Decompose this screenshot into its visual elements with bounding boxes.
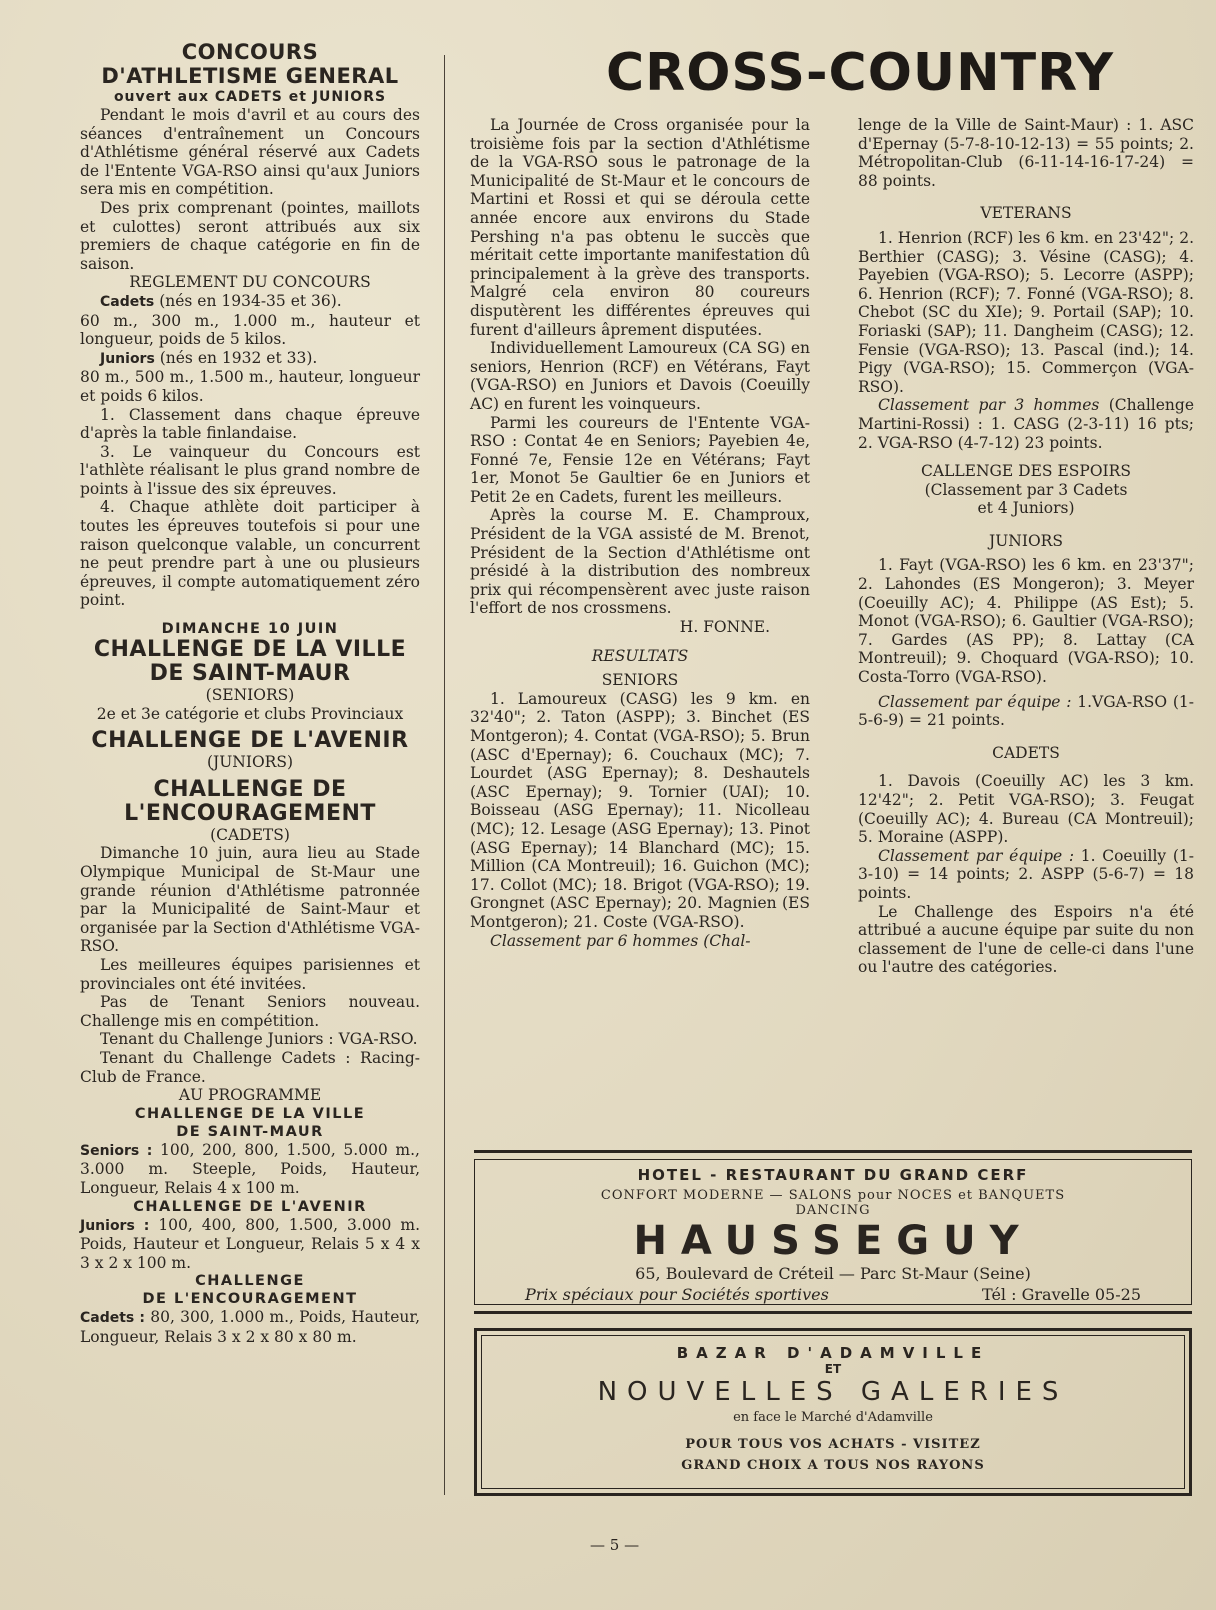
programme-juniors: 100, 400, 800, 1.500, 3.000 m. Poids, Hauteur et Longueur, Relais 5 x 4 x 3 x 2 x 100 m. <box>80 1215 421 1272</box>
page-number: — 5 — <box>590 1536 640 1554</box>
reunion-paragraph-4: Tenant du Challenge Juniors : VGA-RSO. <box>100 1030 418 1049</box>
reglement-heading: REGLEMENT DU CONCOURS <box>129 273 371 292</box>
cross-paragraph-2: Individuellement Lamoureux (CA SG) en seniors, Henrion (RCF) en Vétérans, Fayt (VGA-RSO) en Juniors et Davois (Coeuilly AC) en furent les voinqueurs. <box>470 339 810 413</box>
cadets-classement: 1. Coeuilly (1-3-10) = 14 points; 2. ASPP (5-6-7) = 18 points. <box>858 846 1194 902</box>
veterans-classement: (Challenge Martini-Rossi) : 1. CASG (2-3-11) 16 pts; 2. VGA-RSO (4-7-12) 23 points. <box>858 396 1194 452</box>
programme-ville-1: CHALLENGE DE LA VILLE <box>134 1105 366 1122</box>
hotel-ad-prix: Prix spéciaux pour Sociétés sportives <box>525 1285 829 1304</box>
cadets-events: 60 m., 300 m., 1.000 m., hauteur et longueur, poids de 5 kilos. <box>80 311 420 349</box>
right-column <box>858 116 1194 977</box>
programme-seniors-label: Seniors : <box>80 1142 153 1159</box>
cross-paragraph-4: Après la course M. E. Champroux, Président de la VGA assisté de M. Brenot, Président de la Section d'Athlétisme ont présidé à la distribution des nombreux prix qui récompensèrent avec juste raison l'effort de nos crossmens. <box>470 506 810 618</box>
concours-paragraph-2: Des prix comprenant (pointes, maillots et culottes) seront attribués aux six premiers de chaque catégorie en fin de saison. <box>80 198 420 273</box>
juniors-label: Juniors <box>100 350 155 367</box>
challenge-avenir-title: CHALLENGE DE L'AVENIR <box>91 728 409 754</box>
seniors-results: 1. Lamoureux (CASG) les 9 km. en 32'40"; 2. Taton (ASPP); 3. Binchet (ES Montgeron); 4. Contat (VGA-RSO); 5. Brun (ASC d'Epernay); 6. Couchaux (MC); 7. Lourdet (ASG Epernay); 8. Deshautels (ASC Epernay); 9. Tornier (UAI); 10. Boisseau (ASG Epernay); 11. Nicolleau (MC); 12. Lesage (ASG Epernay); 13. Pinot (ASG Epernay); 14 Blanchard (MC); 15. Million (CA Montreuil); 16. Guichon (MC); 17. Collot (MC); 18. Brigot (VGA-RSO); 19. Grongnet (ASC Epernay); 20. Magnien (ES Montgeron); 21. Coste (VGA-RSO). <box>470 689 810 931</box>
programme-seniors: 100, 200, 800, 1.500, 5.000 m., 3.000 m. Steeple, Poids, Hauteur, Longueur, Relais 4 x 100 m. <box>80 1140 420 1197</box>
column-divider <box>444 55 445 1495</box>
cross-paragraph-1: La Journée de Cross organisée pour la troisième fois par la section d'Athlétisme de la VGA-RSO sous le patronage de la Municipalité de St-Maur et le concours de Martini et Rossi et qui se déroula cette année encore aux environs du Stade Pershing n'a pas obtenu le succès que méritait cette importante manifestation dû principalement à la grève des transports. Malgré cela environ 80 coureurs disputèrent les différentes épreuves qui furent d'ailleurs âprement disputées. <box>470 116 810 339</box>
challenge-encouragement-title-1: CHALLENGE DE <box>153 776 347 802</box>
juniors-events: 80 m., 500 m., 1.500 m., hauteur, longueur et poids 6 kilos. <box>80 368 420 405</box>
dimanche-heading: DIMANCHE 10 JUIN <box>161 621 339 638</box>
espoirs-heading-3: et 4 Juniors) <box>977 499 1075 518</box>
espoirs-heading-1: CALLENGE DES ESPOIRS <box>921 462 1131 481</box>
programme-cadets-label: Cadets : <box>80 1310 146 1327</box>
programme-juniors-label: Juniors : <box>80 1217 150 1234</box>
challenge-ville-title-1: CHALLENGE DE LA VILLE <box>93 637 407 663</box>
seniors-team-classement: Classement par 6 hommes (Chal- <box>490 931 751 950</box>
cadets-heading: CADETS <box>992 743 1060 762</box>
cross-paragraph-3: Parmi les coureurs de l'Entente VGA-RSO : Contat 4e en Seniors; Payebien 4e, Fonné 7e, Fensie 12e en Vétérans; Fayt 1er, Monot 5e Gaultier 6e en Juniors et Petit 2e en Cadets, furent les meilleurs. <box>470 413 810 506</box>
bazar-ad-line-4: en face le Marché d'Adamville <box>733 1410 933 1425</box>
challenge-ville-title-2: DE SAINT-MAUR <box>149 661 351 687</box>
hotel-advertisement <box>474 1150 1192 1314</box>
bazar-ad-line-1: BAZAR D'ADAMVILLE <box>676 1344 990 1362</box>
espoirs-heading-2: (Classement par 3 Cadets <box>924 480 1128 499</box>
cadets-classement-label: Classement par équipe : <box>878 846 1075 865</box>
cadets-years: (nés en 1934-35 et 36). <box>159 291 342 310</box>
hotel-ad-tel: Tél : Gravelle 05-25 <box>982 1285 1141 1304</box>
concours-title-2: D'ATHLETISME GENERAL <box>101 64 399 88</box>
challenge-ville-note: 2e et 3e catégorie et clubs Provinciaux <box>96 704 404 723</box>
programme-ville-2: DE SAINT-MAUR <box>176 1123 324 1140</box>
challenge-ville-category: (SENIORS) <box>205 686 295 705</box>
bazar-advertisement <box>474 1328 1192 1496</box>
main-title: CROSS-COUNTRY <box>606 43 1114 103</box>
veterans-results: 1. Henrion (RCF) les 6 km. en 23'42"; 2. Berthier (CASG); 3. Vésine (CASG); 4. Payebien (VGA-RSO); 5. Lecorre (ASPP); 6. Henrion (RCF); 7. Fonné (VGA-RSO); 8. Chebot (SC du XIe); 9. Portail (SAP); 10. Foriaski (SAP); 11. Dangheim (CASG); 12. Fensie (VGA-RSO); 13. Pascal (ind.); 14. Pigy (VGA-RSO); 15. Commerçon (VGA-RSO). <box>858 228 1194 396</box>
resultats-heading: RESULTATS <box>591 646 689 665</box>
concours-subtitle: ouvert aux CADETS et JUNIORS <box>113 89 387 105</box>
hotel-ad-line-3: DANCING <box>795 1203 871 1218</box>
middle-column <box>470 116 810 950</box>
juniors-classement: 1.VGA-RSO (1-5-6-9) = 21 points. <box>858 692 1194 730</box>
rule-3: 3. Le vainqueur du Concours est l'athlète réalisant le plus grand nombre de points à l'issue des six épreuves. <box>80 442 420 498</box>
programme-avenir: CHALLENGE DE L'AVENIR <box>133 1198 367 1215</box>
programme-cadets: 80, 300, 1.000 m., Poids, Hauteur, Longueur, Relais 3 x 2 x 80 x 80 m. <box>80 1308 420 1346</box>
juniors-years: (nés en 1932 et 33). <box>159 348 318 367</box>
challenge-avenir-category: (JUNIORS) <box>206 753 294 772</box>
cadets-results: 1. Davois (Coeuilly AC) les 3 km. 12'42"; 2. Petit VGA-RSO); 3. Feugat (Coeuilly AC); 4. Bureau (CA Montreuil); 5. Moraine (ASPP). <box>858 772 1194 847</box>
reunion-paragraph-3: Pas de Tenant Seniors nouveau. Challenge mis en compétition. <box>80 993 420 1030</box>
veterans-classement-label: Classement par 3 hommes <box>878 396 1100 415</box>
reunion-paragraph-2: Les meilleures équipes parisiennes et provinciales ont été invitées. <box>80 955 420 993</box>
hotel-ad-address: 65, Boulevard de Créteil — Parc St-Maur (Seine) <box>635 1264 1031 1283</box>
signature: H. FONNE. <box>679 618 770 637</box>
programme-heading: AU PROGRAMME <box>178 1086 322 1105</box>
programme-encouragement-1: CHALLENGE <box>195 1273 305 1290</box>
challenge-encouragement-title-2: L'ENCOURAGEMENT <box>124 800 376 826</box>
reunion-paragraph-1: Dimanche 10 juin, aura lieu au Stade Olympique Municipal de St-Maur une grande réunion d'Athlétisme patronnée par la Municipalité de Saint-Maur et organisée par la Section d'Athlétisme VGA-RSO. <box>80 844 420 956</box>
challenge-encouragement-category: (CADETS) <box>210 825 290 844</box>
seniors-heading: SENIORS <box>601 671 679 690</box>
bazar-ad-line-2: ET <box>824 1362 842 1376</box>
juniors-classement-label: Classement par équipe : <box>878 692 1072 711</box>
bazar-ad-line-6: GRAND CHOIX A TOUS NOS RAYONS <box>681 1458 985 1473</box>
juniors-results: 1. Fayt (VGA-RSO) les 6 km. en 23'37"; 2. Lahondes (ES Mongeron); 3. Meyer (Coeuilly AC); 4. Philippe (AS Est); 5. Monot (VGA-RSO); 6. Gaultier (VGA-RSO); 7. Gardes (AS PP); 8. Lattay (CA Montreuil); 9. Choquard (VGA-RSO); 10. Costa-Torro (VGA-RSO). <box>858 556 1194 687</box>
concours-paragraph-1: Pendant le mois d'avril et au cours des séances d'entraînement un Concours d'Athlétisme général réservé aux Cadets de l'Entente VGA-RSO ainsi qu'aux Juniors sera mis en compétition. <box>80 106 420 199</box>
cadets-label: Cadets <box>100 293 155 310</box>
rule-1: 1. Classement dans chaque épreuve d'après la table finlandaise. <box>80 405 420 443</box>
espoirs-final-note: Le Challenge des Espoirs n'a été attribué a aucune équipe par suite du non classement de l'une de celle-ci dans l'une ou l'autre des catégories. <box>858 902 1194 977</box>
hotel-ad-name: HAUSSEGUY <box>633 1218 1033 1264</box>
seniors-team-results: lenge de la Ville de Saint-Maur) : 1. ASC d'Epernay (5-7-8-10-12-13) = 55 points; 2. Métropolitan-Club (6-11-14-16-17-24) = 88 points. <box>858 116 1194 190</box>
juniors-heading: JUNIORS <box>989 531 1063 550</box>
programme-encouragement-2: DE L'ENCOURAGEMENT <box>142 1291 358 1308</box>
bazar-ad-line-5: POUR TOUS VOS ACHATS - VISITEZ <box>685 1437 981 1452</box>
left-column <box>80 40 420 1346</box>
bazar-ad-line-3: NOUVELLES GALERIES <box>597 1377 1069 1407</box>
hotel-ad-line-2: CONFORT MODERNE — SALONS pour NOCES et BANQUETS <box>600 1188 1066 1203</box>
reunion-paragraph-5: Tenant du Challenge Cadets : Racing-Club de France. <box>80 1048 420 1086</box>
rule-4: 4. Chaque athlète doit participer à toutes les épreuves toutefois si pour une raison quelconque valable, un concurrent ne peut prendre part à une ou plusieurs épreuves, il compte automatiquement zéro point. <box>80 498 420 610</box>
hotel-ad-line-1: HOTEL - RESTAURANT DU GRAND CERF <box>637 1166 1029 1184</box>
concours-title-1: CONCOURS <box>181 40 319 64</box>
veterans-heading: VETERANS <box>980 204 1072 223</box>
